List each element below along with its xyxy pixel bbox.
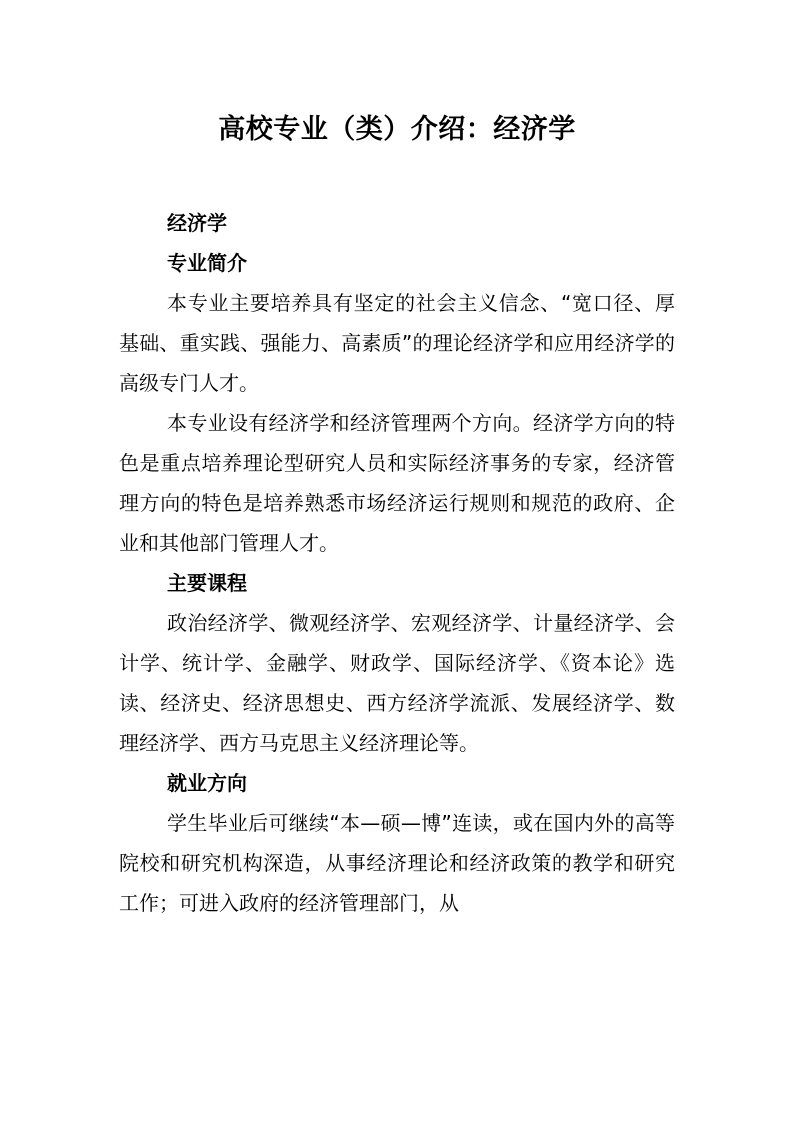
paragraph-courses: 政治经济学、微观经济学、宏观经济学、计量经济学、会计学、统计学、金融学、财政学、国际经济学、《资本论》选读、经济史、经济思想史、西方经济学流派、发展经济学、数理经济学、西方马克思主义经济理论等。 <box>119 611 675 755</box>
major-name-heading: 经济学 <box>167 211 227 235</box>
section-heading-courses: 主要课程 <box>167 571 247 595</box>
section-heading-intro: 专业简介 <box>167 251 247 275</box>
document-title: 高校专业（类）介绍：经济学 <box>218 114 576 145</box>
section-heading-career: 就业方向 <box>167 771 247 795</box>
paragraph-intro-2: 本专业设有经济学和经济管理两个方向。经济学方向的特色是重点培养理论型研究人员和实际经济事务的专家，经济管理方向的特色是培养熟悉市场经济运行规则和规范的政府、企业和其他部门管理人才。 <box>119 411 675 555</box>
paragraph-intro-1: 本专业主要培养具有坚定的社会主义信念、“宽口径、厚基础、重实践、强能力、高素质”的理论经济学和应用经济学的高级专门人才。 <box>119 291 675 395</box>
paragraph-career: 学生毕业后可继续“本—硕—博”连读，或在国内外的高等院校和研究机构深造，从事经济理论和经济政策的教学和研究工作；可进入政府的经济管理部门，从 <box>119 811 675 915</box>
document-body <box>119 203 675 923</box>
